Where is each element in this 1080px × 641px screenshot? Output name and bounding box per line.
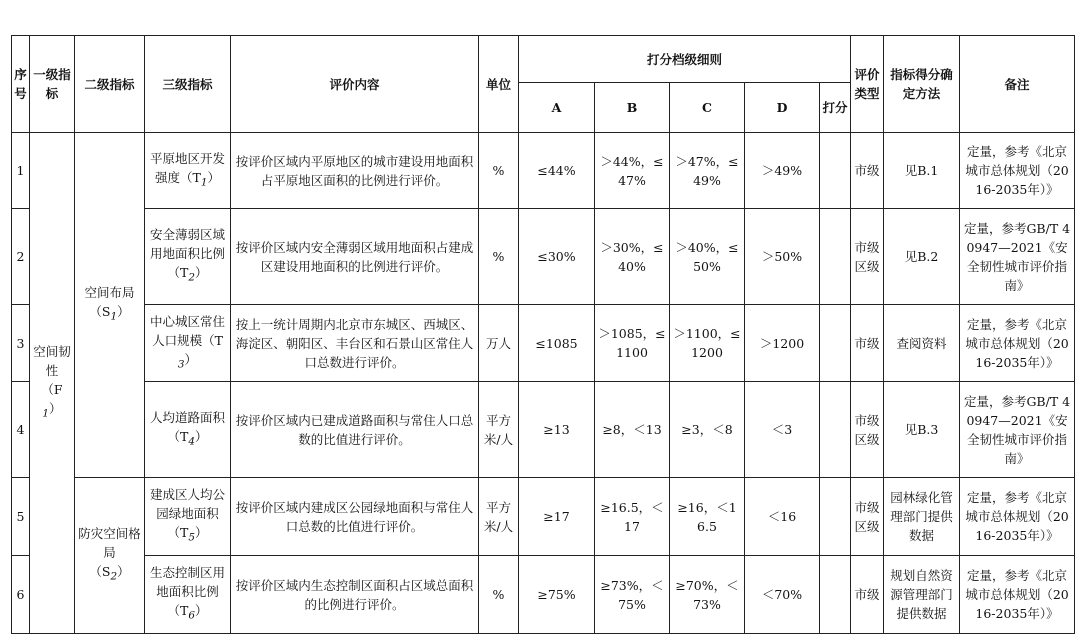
score-cell[interactable] xyxy=(820,478,851,556)
note-cell: 定量，参考GB/T 40947—2021《安全韧性城市评价指南》 xyxy=(960,209,1075,305)
method-cell: 园林绿化管理部门提供数据 xyxy=(884,478,960,556)
table-row xyxy=(12,305,1075,382)
grade-d-cell: ＞49% xyxy=(745,133,820,209)
grade-a-cell: ≥75% xyxy=(519,556,595,634)
row-number: 1 xyxy=(12,133,30,209)
grade-c-cell: ≥70%，＜73% xyxy=(670,556,745,634)
content-cell: 按上一统计周期内北京市东城区、西城区、海淀区、朝阳区、丰台区和石景山区常住人口总数进行评价。 xyxy=(231,305,479,382)
level1-label: 空间韧性 xyxy=(33,344,71,379)
grade-d-cell: ＜3 xyxy=(745,382,820,478)
content-cell: 按评价区域内安全薄弱区域用地面积占建成区建设用地面积的比例进行评价。 xyxy=(231,209,479,305)
content-cell: 按评价区域内已建成道路面积与常住人口总数的比值进行评价。 xyxy=(231,382,479,478)
header-method: 指标得分确定方法 xyxy=(884,36,960,133)
evaluation-index-table xyxy=(11,35,1075,634)
grade-b-cell: ＞30%，≤40% xyxy=(595,209,670,305)
level3-cell: 平原地区开发强度$(T_1)$ xyxy=(145,133,231,209)
header-grade-d: D xyxy=(745,83,820,133)
method-cell: 见B.3 xyxy=(884,382,960,478)
grade-a-cell: ≤30% xyxy=(519,209,595,305)
level2-cell xyxy=(75,478,145,634)
grade-c-cell: ＞1100，≤1200 xyxy=(670,305,745,382)
note-cell: 定量，参考GB/T 40947—2021《安全韧性城市评价指南》 xyxy=(960,382,1075,478)
grade-d-cell: ＞50% xyxy=(745,209,820,305)
grade-a-cell: ≤1085 xyxy=(519,305,595,382)
unit-cell: % xyxy=(479,133,519,209)
grade-d-cell: ＜70% xyxy=(745,556,820,634)
score-cell[interactable] xyxy=(820,556,851,634)
table-row xyxy=(12,209,1075,305)
type-cell: 市级区级 xyxy=(851,209,884,305)
level3-cell: 中心城区常住人口规模$(T_3)$ xyxy=(145,305,231,382)
unit-cell: 平方米/人 xyxy=(479,478,519,556)
unit-cell: 万人 xyxy=(479,305,519,382)
header-type: 评价类型 xyxy=(851,36,884,133)
note-cell: 定量，参考《北京城市总体规划（2016-2035年）》 xyxy=(960,556,1075,634)
row-number: 2 xyxy=(12,209,30,305)
note-cell: 定量，参考《北京城市总体规划（2016-2035年）》 xyxy=(960,478,1075,556)
method-cell: 见B.2 xyxy=(884,209,960,305)
level2-code: $(S_2)$ xyxy=(89,564,130,583)
header-content: 评价内容 xyxy=(231,36,479,133)
grade-b-cell: ≥73%，＜75% xyxy=(595,556,670,634)
level2-code: $(S_1)$ xyxy=(89,304,130,323)
level2-cell xyxy=(75,133,145,478)
row-number: 4 xyxy=(12,382,30,478)
grade-c-cell: ＞47%，≤49% xyxy=(670,133,745,209)
header-level1: 一级指标 xyxy=(30,36,75,133)
header-score: 打分 xyxy=(820,83,851,133)
level2-label: 空间布局 xyxy=(84,285,135,301)
row-number: 3 xyxy=(12,305,30,382)
grade-b-cell: ＞44%，≤47% xyxy=(595,133,670,209)
level3-cell: 建成区人均公园绿地面积$(T_5)$ xyxy=(145,478,231,556)
type-cell: 市级区级 xyxy=(851,382,884,478)
level3-cell: 生态控制区用地面积比例$(T_6)$ xyxy=(145,556,231,634)
grade-d-cell: ＞1200 xyxy=(745,305,820,382)
row-number: 6 xyxy=(12,556,30,634)
note-cell: 定量，参考《北京城市总体规划（2016-2035年）》 xyxy=(960,305,1075,382)
grade-b-cell: ≥16.5，＜17 xyxy=(595,478,670,556)
header-note: 备注 xyxy=(960,36,1075,133)
grade-a-cell: ≥13 xyxy=(519,382,595,478)
header-level2: 二级指标 xyxy=(75,36,145,133)
type-cell: 市级 xyxy=(851,133,884,209)
grade-b-cell: ≥8，＜13 xyxy=(595,382,670,478)
table-row xyxy=(12,133,1075,209)
content-cell: 按评价区域内建成区公园绿地面积与常住人口总数的比值进行评价。 xyxy=(231,478,479,556)
content-cell: 按评价区域内生态控制区面积占区域总面积的比例进行评价。 xyxy=(231,556,479,634)
note-cell: 定量，参考《北京城市总体规划（2016-2035年）》 xyxy=(960,133,1075,209)
table-row xyxy=(12,556,1075,634)
header-grades: 打分档级细则 xyxy=(519,36,851,83)
type-cell: 市级 xyxy=(851,556,884,634)
unit-cell: % xyxy=(479,556,519,634)
level2-label: 防灾空间格局 xyxy=(78,526,141,561)
table-row xyxy=(12,478,1075,556)
header-unit: 单位 xyxy=(479,36,519,133)
level1-cell xyxy=(30,133,75,634)
score-cell[interactable] xyxy=(820,305,851,382)
header-grade-b: B xyxy=(595,83,670,133)
method-cell: 见B.1 xyxy=(884,133,960,209)
grade-d-cell: ＜16 xyxy=(745,478,820,556)
type-cell: 市级 xyxy=(851,305,884,382)
grade-b-cell: ＞1085，≤1100 xyxy=(595,305,670,382)
header-row xyxy=(12,36,1075,83)
unit-cell: % xyxy=(479,209,519,305)
level1-code: $(F_1)$ xyxy=(41,382,63,420)
header-grade-c: C xyxy=(670,83,745,133)
unit-cell: 平方米/人 xyxy=(479,382,519,478)
level3-cell: 人均道路面积$(T_4)$ xyxy=(145,382,231,478)
header-level3: 三级指标 xyxy=(145,36,231,133)
score-cell[interactable] xyxy=(820,133,851,209)
grade-c-cell: ＞40%，≤50% xyxy=(670,209,745,305)
header-grade-a: A xyxy=(519,83,595,133)
score-cell[interactable] xyxy=(820,209,851,305)
grade-a-cell: ≥17 xyxy=(519,478,595,556)
type-cell: 市级区级 xyxy=(851,478,884,556)
content-cell: 按评价区域内平原地区的城市建设用地面积占平原地区面积的比例进行评价。 xyxy=(231,133,479,209)
level3-cell: 安全薄弱区域用地面积比例$(T_2)$ xyxy=(145,209,231,305)
grade-c-cell: ≥16，＜16.5 xyxy=(670,478,745,556)
row-number: 5 xyxy=(12,478,30,556)
header-no: 序号 xyxy=(12,36,30,133)
method-cell: 查阅资料 xyxy=(884,305,960,382)
table-row xyxy=(12,382,1075,478)
grade-c-cell: ≥3，＜8 xyxy=(670,382,745,478)
grade-a-cell: ≤44% xyxy=(519,133,595,209)
method-cell: 规划自然资源管理部门提供数据 xyxy=(884,556,960,634)
score-cell[interactable] xyxy=(820,382,851,478)
